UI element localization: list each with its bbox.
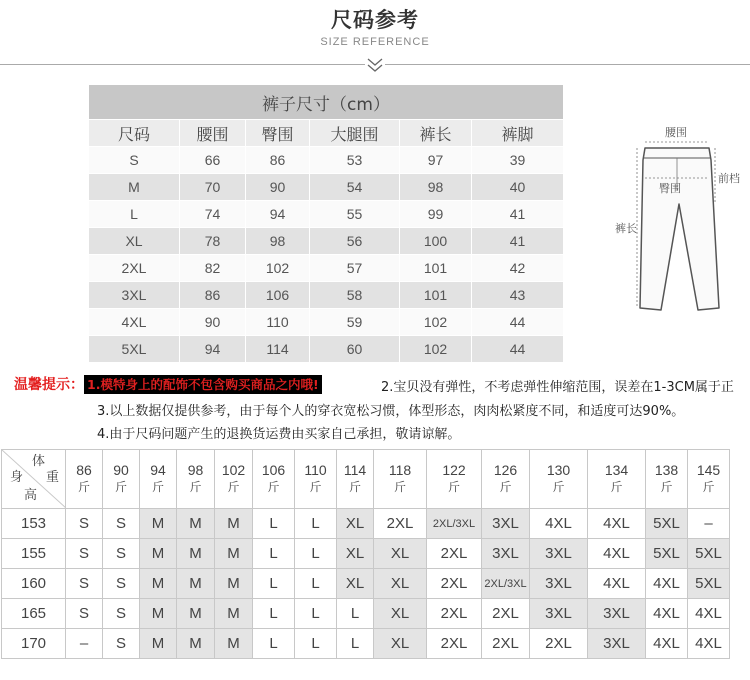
table-cell: XL bbox=[89, 228, 180, 255]
size-cell: 2XL bbox=[482, 599, 530, 629]
size-cell: M bbox=[215, 509, 253, 539]
size-cell: 2XL bbox=[374, 509, 427, 539]
table-row bbox=[2, 539, 730, 569]
weight-corner-1: 体 bbox=[32, 453, 46, 468]
weight-header bbox=[253, 450, 295, 509]
column-header: 腰围 bbox=[180, 120, 246, 147]
size-cell: M bbox=[177, 509, 215, 539]
weight-value: 130 bbox=[546, 462, 571, 478]
height-cell: 165 bbox=[2, 599, 66, 629]
size-cell: 4XL bbox=[688, 599, 730, 629]
table-row bbox=[89, 309, 564, 336]
table-cell: 90 bbox=[180, 309, 246, 336]
size-cell: XL bbox=[337, 509, 374, 539]
size-cell: S bbox=[103, 509, 140, 539]
size-cell: M bbox=[177, 569, 215, 599]
weight-unit: 斤 bbox=[348, 480, 361, 494]
table-cell: 56 bbox=[310, 228, 400, 255]
table-cell: 82 bbox=[180, 255, 246, 282]
pants-size-table bbox=[88, 84, 564, 363]
size-cell: 4XL bbox=[588, 509, 646, 539]
size-cell: XL bbox=[374, 629, 427, 659]
table-cell: 43 bbox=[472, 282, 564, 309]
size-cell: M bbox=[215, 629, 253, 659]
size-cell: 4XL bbox=[646, 629, 688, 659]
size-cell: S bbox=[66, 509, 103, 539]
table-row bbox=[89, 228, 564, 255]
weight-header bbox=[688, 450, 730, 509]
weight-header bbox=[646, 450, 688, 509]
weight-header bbox=[374, 450, 427, 509]
table-header-row bbox=[89, 120, 564, 147]
table-cell: 40 bbox=[472, 174, 564, 201]
size-cell: 5XL bbox=[688, 539, 730, 569]
size-cell: M bbox=[140, 569, 177, 599]
weight-value: 90 bbox=[113, 462, 129, 478]
table-cell: 55 bbox=[310, 201, 400, 228]
weight-unit: 斤 bbox=[151, 480, 164, 494]
weight-header bbox=[588, 450, 646, 509]
height-cell: 160 bbox=[2, 569, 66, 599]
table-cell: 102 bbox=[400, 336, 472, 363]
weight-unit: 斤 bbox=[309, 480, 322, 494]
height-cell: 155 bbox=[2, 539, 66, 569]
size-cell: 2XL/3XL bbox=[482, 569, 530, 599]
table-cell: 58 bbox=[310, 282, 400, 309]
size-cell: 2XL bbox=[530, 629, 588, 659]
weight-header bbox=[295, 450, 337, 509]
table-cell: 97 bbox=[400, 147, 472, 174]
table-cell: 98 bbox=[246, 228, 310, 255]
size-cell: L bbox=[253, 599, 295, 629]
size-cell: L bbox=[253, 629, 295, 659]
column-header: 裤长 bbox=[400, 120, 472, 147]
hip-label: 臀围 bbox=[659, 182, 681, 195]
weight-value: 126 bbox=[493, 462, 518, 478]
size-cell: XL bbox=[337, 539, 374, 569]
table-cell: S bbox=[89, 147, 180, 174]
table-cell: 100 bbox=[400, 228, 472, 255]
size-cell: 3XL bbox=[530, 599, 588, 629]
size-cell: 5XL bbox=[646, 509, 688, 539]
size-cell: 4XL bbox=[588, 539, 646, 569]
table-cell: 90 bbox=[246, 174, 310, 201]
size-cell: 2XL bbox=[427, 629, 482, 659]
weight-value: 145 bbox=[696, 462, 721, 478]
height-corner-1: 身 bbox=[10, 469, 24, 484]
size-cell: 4XL bbox=[530, 509, 588, 539]
table-cell: 5XL bbox=[89, 336, 180, 363]
size-cell: L bbox=[295, 629, 337, 659]
weight-value: 118 bbox=[388, 462, 412, 478]
table-row bbox=[2, 599, 730, 629]
table-cell: 101 bbox=[400, 255, 472, 282]
weight-unit: 斤 bbox=[77, 480, 90, 494]
size-cell: L bbox=[295, 569, 337, 599]
table-cell: 70 bbox=[180, 174, 246, 201]
table-cell: M bbox=[89, 174, 180, 201]
note-line-1 bbox=[14, 374, 322, 394]
size-cell: 2XL bbox=[427, 599, 482, 629]
table-cell: 102 bbox=[400, 309, 472, 336]
size-cell: – bbox=[688, 509, 730, 539]
column-header: 大腿围 bbox=[310, 120, 400, 147]
size-cell: 2XL bbox=[427, 569, 482, 599]
size-cell: S bbox=[103, 539, 140, 569]
size-cell: – bbox=[66, 629, 103, 659]
weight-unit: 斤 bbox=[114, 480, 127, 494]
table-row bbox=[89, 174, 564, 201]
table-cell: 98 bbox=[400, 174, 472, 201]
size-cell: S bbox=[103, 599, 140, 629]
size-cell: M bbox=[215, 539, 253, 569]
size-cell: S bbox=[66, 569, 103, 599]
note-returns: 4.由于尺码问题产生的退换货运费由买家自己承担，敬请谅解。 bbox=[97, 427, 461, 442]
size-cell: S bbox=[103, 629, 140, 659]
page-title: 尺码参考 bbox=[331, 8, 419, 32]
size-cell: L bbox=[253, 509, 295, 539]
size-cell: 2XL bbox=[427, 539, 482, 569]
column-header: 裤脚 bbox=[472, 120, 564, 147]
weight-header bbox=[215, 450, 253, 509]
weight-unit: 斤 bbox=[267, 480, 280, 494]
size-cell: L bbox=[295, 599, 337, 629]
table-cell: 39 bbox=[472, 147, 564, 174]
weight-unit: 斤 bbox=[499, 480, 512, 494]
size-cell: M bbox=[177, 539, 215, 569]
size-cell: XL bbox=[374, 599, 427, 629]
table-row bbox=[2, 629, 730, 659]
size-cell: S bbox=[66, 599, 103, 629]
table-row bbox=[89, 282, 564, 309]
corner-header-cell bbox=[2, 450, 66, 509]
size-cell: M bbox=[140, 539, 177, 569]
size-cell: 2XL bbox=[482, 629, 530, 659]
size-cell: M bbox=[140, 599, 177, 629]
double-chevron-down-icon bbox=[365, 56, 385, 74]
column-header: 臀围 bbox=[246, 120, 310, 147]
weight-unit: 斤 bbox=[393, 480, 406, 494]
weight-header bbox=[427, 450, 482, 509]
weight-unit: 斤 bbox=[610, 480, 623, 494]
table-cell: 60 bbox=[310, 336, 400, 363]
table-row bbox=[89, 201, 564, 228]
weight-unit: 斤 bbox=[660, 480, 673, 494]
size-cell: S bbox=[66, 539, 103, 569]
table-cell: 54 bbox=[310, 174, 400, 201]
table-cell: 53 bbox=[310, 147, 400, 174]
weight-value: 94 bbox=[150, 462, 166, 478]
size-cell: M bbox=[177, 599, 215, 629]
size-cell: 4XL bbox=[688, 629, 730, 659]
size-cell: 3XL bbox=[482, 539, 530, 569]
pants-diagram bbox=[615, 120, 745, 320]
height-cell: 153 bbox=[2, 509, 66, 539]
table-cell: 59 bbox=[310, 309, 400, 336]
weight-value: 110 bbox=[304, 462, 327, 478]
size-cell: M bbox=[140, 509, 177, 539]
table-cell: L bbox=[89, 201, 180, 228]
table-cell: 102 bbox=[246, 255, 310, 282]
waist-label: 腰围 bbox=[665, 126, 687, 139]
table-cell: 41 bbox=[472, 201, 564, 228]
size-cell: 5XL bbox=[688, 569, 730, 599]
table-cell: 94 bbox=[246, 201, 310, 228]
table-cell: 4XL bbox=[89, 309, 180, 336]
size-cell: M bbox=[215, 599, 253, 629]
table-cell: 57 bbox=[310, 255, 400, 282]
table-cell: 114 bbox=[246, 336, 310, 363]
table-cell: 41 bbox=[472, 228, 564, 255]
size-recommendation-table bbox=[1, 449, 730, 659]
table-cell: 99 bbox=[400, 201, 472, 228]
size-cell: XL bbox=[337, 569, 374, 599]
weight-header bbox=[530, 450, 588, 509]
note-reference: 3.以上数据仅提供参考，由于每个人的穿衣宽松习惯，体型形态，肉肉松紧度不同，和适度可达90%。 bbox=[97, 404, 685, 419]
table-row bbox=[89, 255, 564, 282]
size-cell: S bbox=[103, 569, 140, 599]
note-elasticity: 2.宝贝没有弹性，不考虑弹性伸缩范围，误差在1-3CM属于正 bbox=[381, 380, 734, 395]
size-cell: 3XL bbox=[588, 599, 646, 629]
weight-value: 114 bbox=[343, 462, 367, 478]
weight-unit: 斤 bbox=[189, 480, 202, 494]
size-cell: XL bbox=[374, 539, 427, 569]
size-cell: 4XL bbox=[646, 599, 688, 629]
weight-header bbox=[140, 450, 177, 509]
weight-value: 98 bbox=[187, 462, 204, 478]
weight-value: 134 bbox=[604, 462, 629, 478]
size-cell: 4XL bbox=[646, 569, 688, 599]
size-cell: XL bbox=[374, 569, 427, 599]
size-cell: L bbox=[337, 599, 374, 629]
size-cell: M bbox=[177, 629, 215, 659]
size-cell: 5XL bbox=[646, 539, 688, 569]
table-row bbox=[2, 569, 730, 599]
table-cell: 78 bbox=[180, 228, 246, 255]
tip-label: 温馨提示： bbox=[14, 377, 84, 393]
table-row bbox=[89, 336, 564, 363]
size-cell: 3XL bbox=[530, 569, 588, 599]
table-caption: 裤子尺寸（cm） bbox=[89, 85, 564, 120]
table-cell: 66 bbox=[180, 147, 246, 174]
tip-accessory-warning: 1.模特身上的配饰不包含购买商品之内哦! bbox=[84, 375, 322, 394]
weight-header bbox=[103, 450, 140, 509]
front-rise-label: 前档 bbox=[718, 172, 740, 185]
size-cell: 2XL/3XL bbox=[427, 509, 482, 539]
weight-corner-2: 重 bbox=[46, 469, 60, 484]
table-cell: 44 bbox=[472, 309, 564, 336]
size-cell: M bbox=[140, 629, 177, 659]
table-cell: 74 bbox=[180, 201, 246, 228]
weight-header bbox=[66, 450, 103, 509]
weight-unit: 斤 bbox=[227, 480, 240, 494]
size-cell: M bbox=[215, 569, 253, 599]
table-cell: 86 bbox=[246, 147, 310, 174]
table-cell: 44 bbox=[472, 336, 564, 363]
table-cell: 42 bbox=[472, 255, 564, 282]
size-cell: L bbox=[295, 509, 337, 539]
size-cell: L bbox=[253, 539, 295, 569]
page-subtitle: SIZE REFERENCE bbox=[320, 36, 430, 48]
size-cell: L bbox=[337, 629, 374, 659]
table-cell: 2XL bbox=[89, 255, 180, 282]
size-cell: 3XL bbox=[482, 509, 530, 539]
weight-unit: 斤 bbox=[702, 480, 715, 494]
weight-value: 138 bbox=[654, 462, 679, 478]
height-corner-2: 高 bbox=[24, 487, 38, 502]
size-cell: 4XL bbox=[588, 569, 646, 599]
length-label: 裤长 bbox=[615, 222, 637, 235]
weight-header bbox=[177, 450, 215, 509]
table-row bbox=[2, 509, 730, 539]
table-cell: 110 bbox=[246, 309, 310, 336]
weight-value: 102 bbox=[221, 462, 246, 478]
size-cell: 3XL bbox=[530, 539, 588, 569]
table-cell: 3XL bbox=[89, 282, 180, 309]
weight-header bbox=[482, 450, 530, 509]
column-header: 尺码 bbox=[89, 120, 180, 147]
weight-unit: 斤 bbox=[447, 480, 460, 494]
weight-value: 86 bbox=[76, 462, 92, 478]
table-cell: 94 bbox=[180, 336, 246, 363]
weight-unit: 斤 bbox=[552, 480, 565, 494]
height-cell: 170 bbox=[2, 629, 66, 659]
weight-value: 106 bbox=[261, 462, 286, 478]
table-cell: 106 bbox=[246, 282, 310, 309]
size-cell: 3XL bbox=[588, 629, 646, 659]
weight-value: 122 bbox=[442, 462, 466, 478]
size-cell: L bbox=[253, 569, 295, 599]
table-cell: 101 bbox=[400, 282, 472, 309]
table-cell: 86 bbox=[180, 282, 246, 309]
size-cell: L bbox=[295, 539, 337, 569]
weight-header bbox=[337, 450, 374, 509]
table-row bbox=[89, 147, 564, 174]
